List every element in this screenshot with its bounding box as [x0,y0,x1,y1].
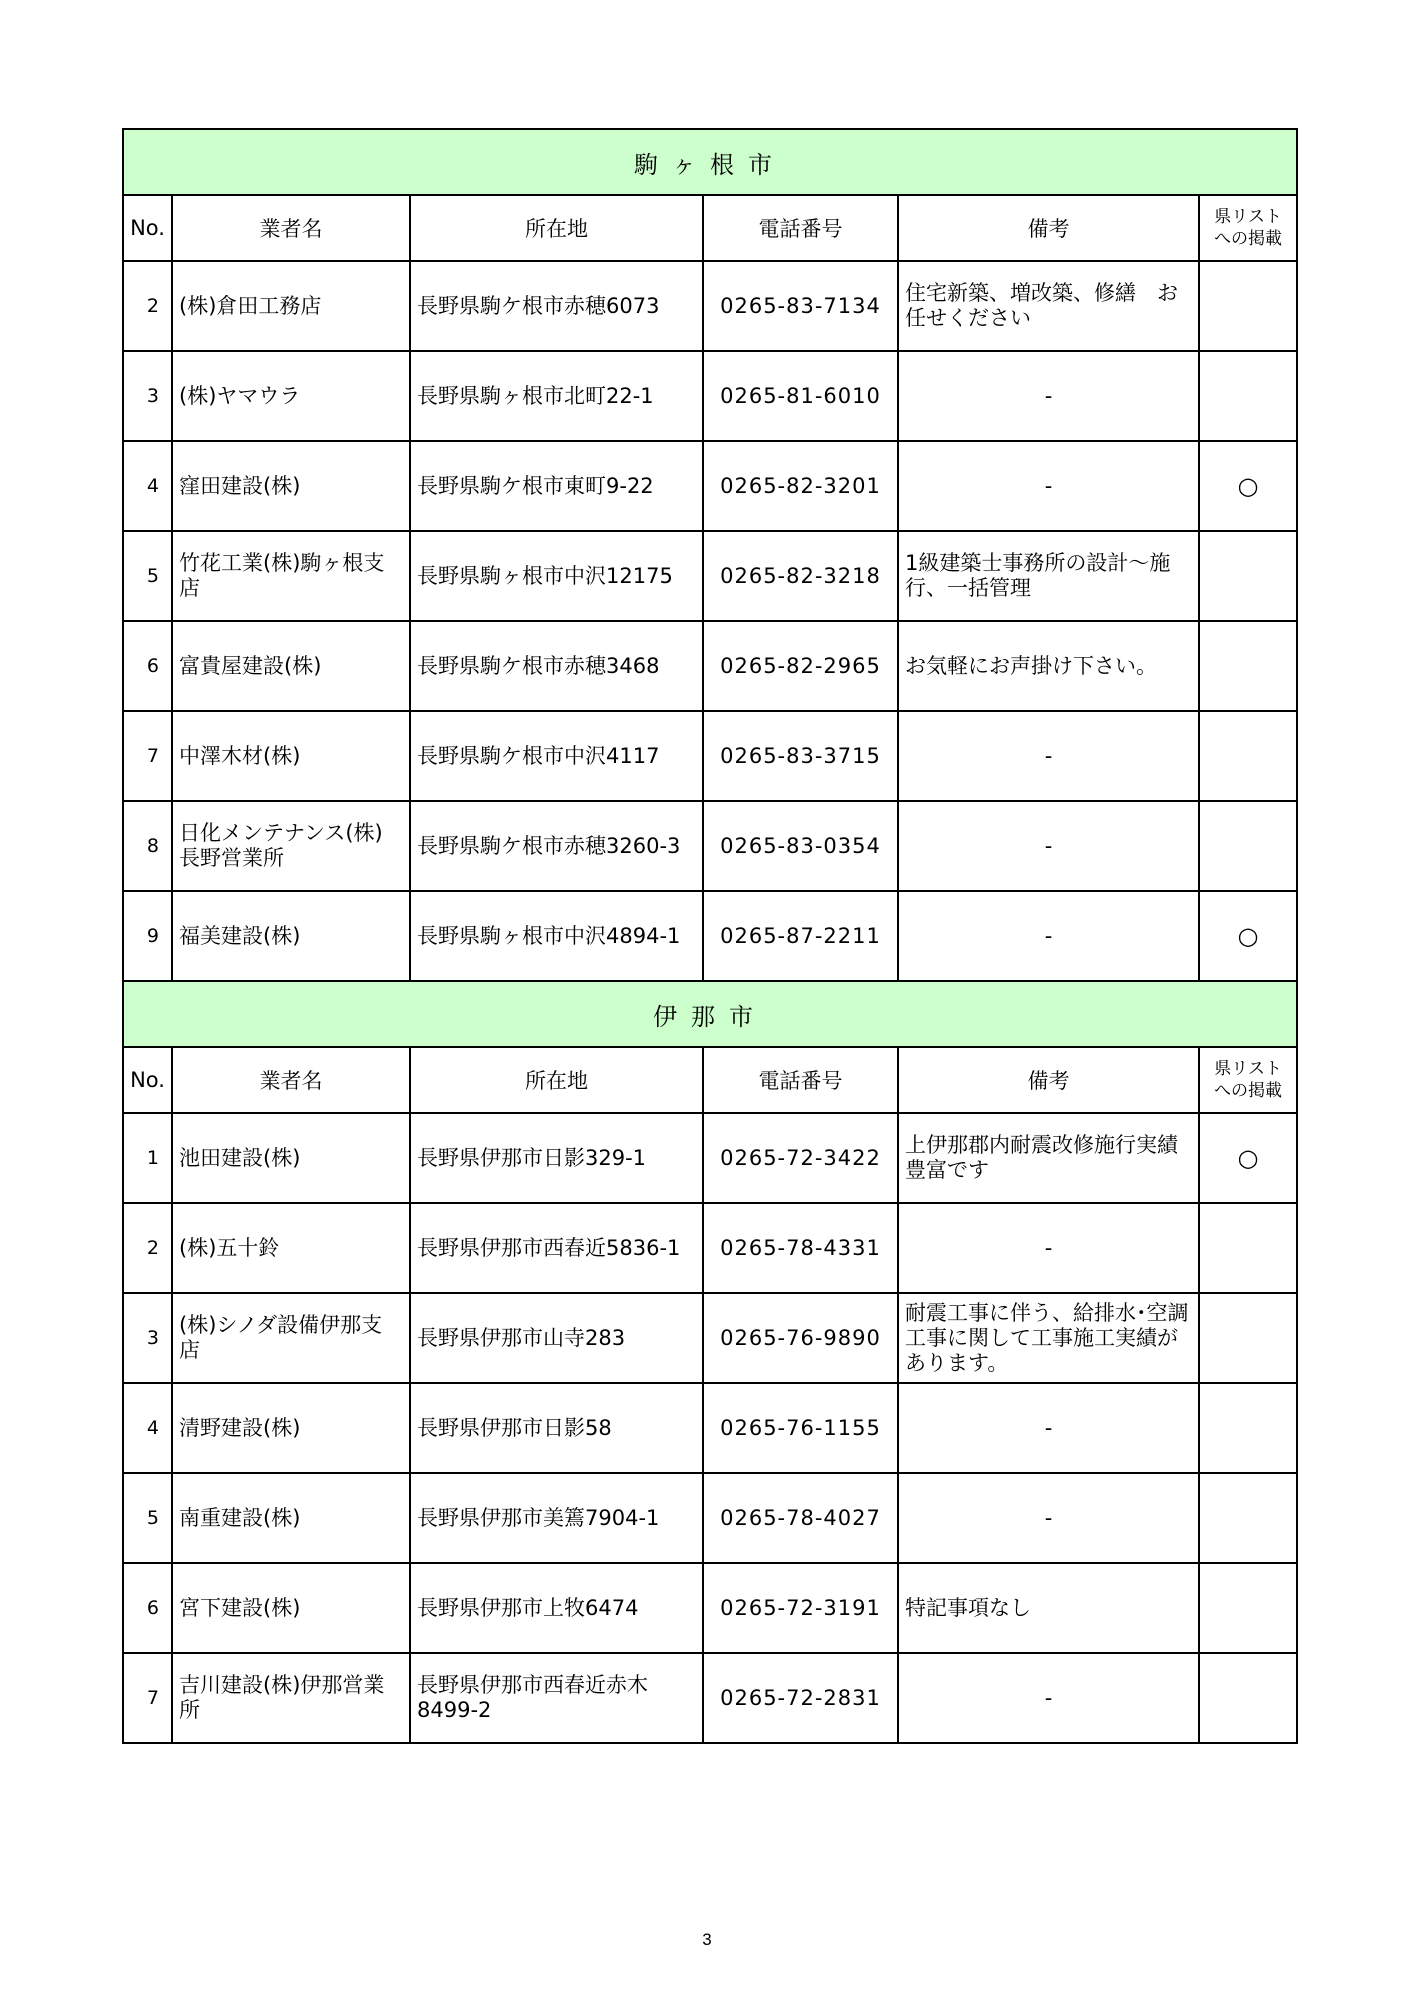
listed-mark: ○ [1199,891,1297,981]
row-number: 3 [123,1293,172,1383]
page-number: 3 [702,1930,712,1949]
company-phone: 0265-76-1155 [703,1383,898,1473]
header-list-line2: への掲載 [1214,1081,1283,1101]
company-name: (株)倉田工務店 [172,261,410,351]
row-number: 5 [123,1473,172,1563]
header-list [1199,195,1297,261]
row-number: 9 [123,891,172,981]
company-name: 宮下建設(株) [172,1563,410,1653]
company-phone: 0265-81-6010 [703,351,898,441]
company-phone: 0265-76-9890 [703,1293,898,1383]
section-title: 伊那市 [123,981,1297,1047]
header-phone: 電話番号 [703,1047,898,1113]
table-row [123,1383,1297,1473]
company-address: 長野県伊那市日影58 [410,1383,703,1473]
company-note: 特記事項なし [898,1563,1199,1653]
header-no: No. [123,1047,172,1113]
listed-mark [1199,1203,1297,1293]
company-phone: 0265-82-3218 [703,531,898,621]
company-note: 住宅新築、増改築、修繕 お任せください [898,261,1199,351]
company-name: 窪田建設(株) [172,441,410,531]
company-note: - [898,351,1199,441]
listed-mark: ○ [1199,1113,1297,1203]
company-phone: 0265-78-4331 [703,1203,898,1293]
listed-mark [1199,1383,1297,1473]
row-number: 4 [123,441,172,531]
company-address: 長野県伊那市西春近赤木8499-2 [410,1653,703,1743]
company-address: 長野県駒ケ根市中沢4117 [410,711,703,801]
table-row [123,621,1297,711]
row-number: 2 [123,1203,172,1293]
header-row [123,195,1297,261]
table-row [123,711,1297,801]
company-address: 長野県駒ケ根市赤穂6073 [410,261,703,351]
table-row [123,1653,1297,1743]
listed-mark [1199,1293,1297,1383]
row-number: 3 [123,351,172,441]
company-address: 長野県駒ヶ根市中沢4894-1 [410,891,703,981]
company-name: 福美建設(株) [172,891,410,981]
table-row [123,441,1297,531]
company-address: 長野県駒ケ根市赤穂3260-3 [410,801,703,891]
row-number: 7 [123,1653,172,1743]
company-phone: 0265-72-3422 [703,1113,898,1203]
header-name: 業者名 [172,195,410,261]
company-name: 南重建設(株) [172,1473,410,1563]
company-phone: 0265-83-0354 [703,801,898,891]
row-number: 6 [123,621,172,711]
company-phone: 0265-87-2211 [703,891,898,981]
company-phone: 0265-72-3191 [703,1563,898,1653]
company-name: 吉川建設(株)伊那営業所 [172,1653,410,1743]
company-note: 耐震工事に伴う、給排水･空調工事に関して工事施工実績があります。 [898,1293,1199,1383]
company-address: 長野県伊那市山寺283 [410,1293,703,1383]
row-number: 5 [123,531,172,621]
header-name: 業者名 [172,1047,410,1113]
company-phone: 0265-82-3201 [703,441,898,531]
company-note: - [898,1203,1199,1293]
listed-mark [1199,621,1297,711]
company-note: - [898,1383,1199,1473]
company-note: - [898,801,1199,891]
company-name: 中澤木材(株) [172,711,410,801]
section-title: 駒ヶ根市 [123,129,1297,195]
section-title-row [123,981,1297,1047]
row-number: 1 [123,1113,172,1203]
company-name: 日化メンテナンス(株)長野営業所 [172,801,410,891]
listed-mark [1199,1473,1297,1563]
table-row [123,801,1297,891]
row-number: 6 [123,1563,172,1653]
header-row [123,1047,1297,1113]
company-phone: 0265-82-2965 [703,621,898,711]
company-address: 長野県伊那市上牧6474 [410,1563,703,1653]
contractor-table [122,128,1298,1744]
row-number: 7 [123,711,172,801]
company-address: 長野県伊那市西春近5836-1 [410,1203,703,1293]
company-phone: 0265-72-2831 [703,1653,898,1743]
table-row [123,1203,1297,1293]
header-address: 所在地 [410,195,703,261]
row-number: 8 [123,801,172,891]
company-name: 池田建設(株) [172,1113,410,1203]
listed-mark [1199,261,1297,351]
listed-mark [1199,351,1297,441]
company-note: 上伊那郡内耐震改修施行実績豊富です [898,1113,1199,1203]
listed-mark [1199,531,1297,621]
table-row [123,1113,1297,1203]
company-phone: 0265-78-4027 [703,1473,898,1563]
listed-mark [1199,1653,1297,1743]
company-address: 長野県駒ヶ根市中沢12175 [410,531,703,621]
company-note: お気軽にお声掛け下さい。 [898,621,1199,711]
company-name: 清野建設(株) [172,1383,410,1473]
section-title-row [123,129,1297,195]
company-note: - [898,1653,1199,1743]
header-note: 備考 [898,1047,1199,1113]
company-address: 長野県伊那市美篶7904-1 [410,1473,703,1563]
company-address: 長野県駒ヶ根市北町22-1 [410,351,703,441]
header-no: No. [123,195,172,261]
company-note: 1級建築士事務所の設計～施行、一括管理 [898,531,1199,621]
company-note: - [898,711,1199,801]
table-row [123,351,1297,441]
company-note: - [898,441,1199,531]
header-address: 所在地 [410,1047,703,1113]
header-list-line2: への掲載 [1214,229,1283,249]
listed-mark: ○ [1199,441,1297,531]
company-address: 長野県駒ケ根市赤穂3468 [410,621,703,711]
listed-mark [1199,801,1297,891]
company-phone: 0265-83-7134 [703,261,898,351]
table-row [123,531,1297,621]
listed-mark [1199,1563,1297,1653]
table-row [123,1563,1297,1653]
table-row [123,261,1297,351]
table-row [123,1293,1297,1383]
company-name: (株)シノダ設備伊那支店 [172,1293,410,1383]
header-list-line1: 県リスト [1214,207,1282,227]
header-list [1199,1047,1297,1113]
listed-mark [1199,711,1297,801]
table-row [123,1473,1297,1563]
company-name: (株)五十鈴 [172,1203,410,1293]
header-note: 備考 [898,195,1199,261]
company-phone: 0265-83-3715 [703,711,898,801]
row-number: 4 [123,1383,172,1473]
company-name: 竹花工業(株)駒ヶ根支店 [172,531,410,621]
company-note: - [898,1473,1199,1563]
company-note: - [898,891,1199,981]
company-name: 富貴屋建設(株) [172,621,410,711]
company-name: (株)ヤマウラ [172,351,410,441]
header-phone: 電話番号 [703,195,898,261]
company-address: 長野県駒ケ根市東町9-22 [410,441,703,531]
header-list-line1: 県リスト [1214,1059,1282,1079]
company-address: 長野県伊那市日影329-1 [410,1113,703,1203]
row-number: 2 [123,261,172,351]
table-row [123,891,1297,981]
